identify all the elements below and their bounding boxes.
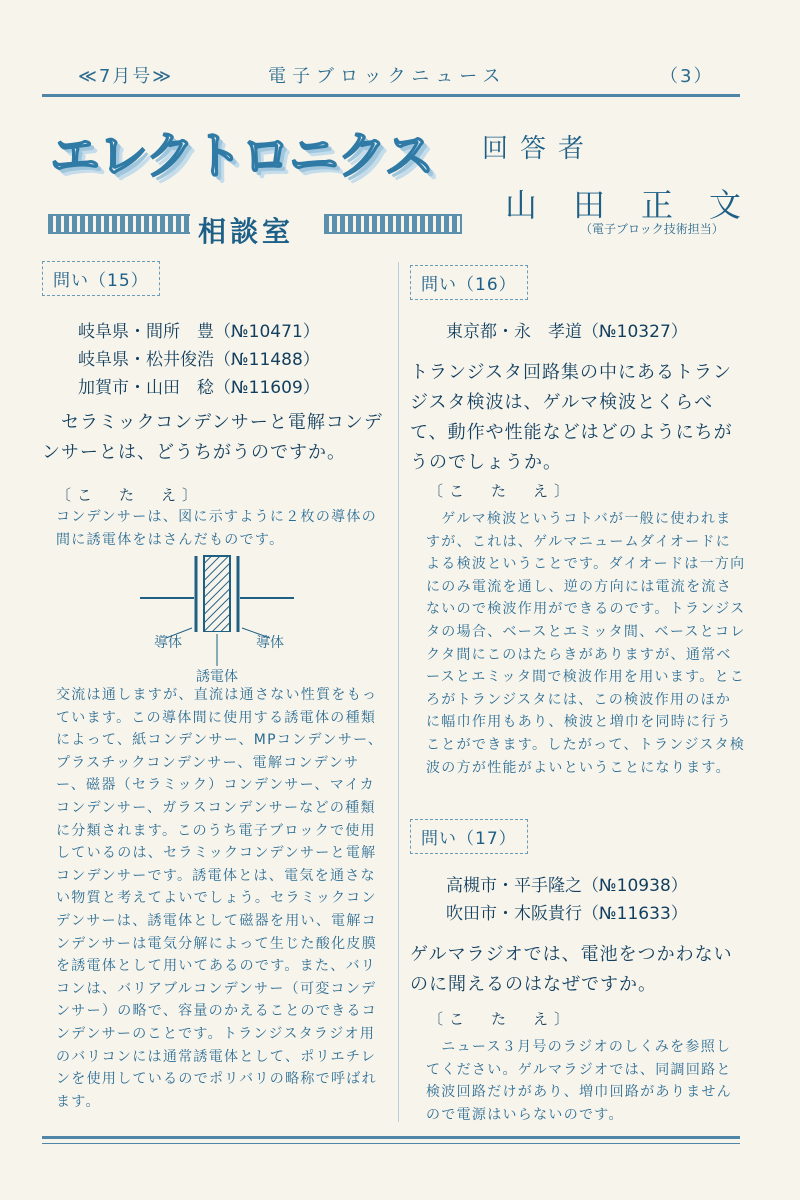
page-number: （3） bbox=[660, 66, 714, 87]
page-title: エレクトロニクス bbox=[50, 127, 433, 185]
column-divider bbox=[398, 262, 399, 1122]
question-17-text: ゲルマラジオでは、電池をつかわないのに聞えるのはなぜですか。 bbox=[410, 944, 733, 995]
answer-16-label: 〔こ た え〕 bbox=[428, 482, 576, 500]
question-16-text: トランジスタ回路集の中にあるトランジスタ検波は、ゲルマ検波とくらべて、動作や性能などはどのようにちがうのでしょうか。 bbox=[410, 362, 733, 473]
answer-15-label: 〔こ た え〕 bbox=[56, 486, 204, 504]
answer-17-label: 〔こ た え〕 bbox=[428, 1010, 576, 1028]
header-rule bbox=[42, 94, 740, 97]
question-16-sender: 東京都・永 孝道（№10327） bbox=[446, 322, 688, 342]
answer-15-intro: コンデンサーは、図に示すように２枚の導体の間に誘電体をはさんだものです。 bbox=[56, 509, 378, 548]
answer-16-body: ゲルマ検波というコトバが一般に使われますが、これは、ゲルマニュームダイオードによる検波ということです。ダイオードは一方向にのみ電流を通し、逆の方向には電流を流さないので検波作用ができるのです。トランジスタの場合、ベースとエミッタ間、ベースとコレクタ間にこのはたらきがありますが、通常ベースとエミッタ間で検波作用を用います。ところがトランジスタには、この検波作用のほかに幅巾作用もあり、検波と増巾を同時に行うことができます。したがって、トランジスタ検波の方が性能がよいということになります。 bbox=[426, 511, 746, 776]
answerer-label: 回答者 bbox=[482, 134, 597, 164]
question-15-label: 問い（15） bbox=[42, 261, 160, 296]
label-conductor-right: 導体 bbox=[256, 635, 284, 651]
sender-line: 岐阜県・松井俊浩（№11488） bbox=[78, 350, 320, 370]
footer-rule-thin bbox=[42, 1143, 740, 1144]
answerer-name: 山田正文 bbox=[505, 186, 778, 224]
label-conductor-left: 導体 bbox=[154, 635, 182, 651]
question-15-senders bbox=[78, 318, 320, 402]
answer-17-body: ニュース３月号のラジオのしくみを参照してください。ゲルマラジオでは、同調回路と検波回路だけがあり、増巾回路がありませんので電源はいらないのです。 bbox=[426, 1039, 732, 1123]
sender-line: 岐阜県・間所 豊（№10471） bbox=[78, 322, 320, 342]
newsletter-name: 電子ブロックニュース bbox=[268, 66, 507, 87]
sender-line: 加賀市・山田 稔（№11609） bbox=[78, 378, 320, 398]
sender-line: 吹田市・木阪貴行（№11633） bbox=[446, 904, 688, 924]
question-17-senders bbox=[446, 872, 688, 928]
ornament-left bbox=[48, 214, 190, 234]
question-15-text: セラミックコンデンサーと電解コンデンサーとは、どうちがうのですか。 bbox=[42, 412, 383, 463]
issue-label: ≪7月号≫ bbox=[78, 66, 174, 87]
sender-line: 高槻市・平手隆之（№10938） bbox=[446, 876, 688, 896]
answer-15-body: 交流は通しますが、直流は通さない性質をもっています。この導体間に使用する誘電体の種類によって、紙コンデンサー、MPコンデンサー、プラスチックコンデンサー、電解コンデンサー、磁器（セラミック）コンデンサー、マイカコンデンサー、ガラスコンデンサーなどの種類に分類されます。このうち電子ブロックで使用しているのは、セラミックコンデンサーと電解コンデンサーです。誘電体とは、電気を通さない物質と考えてよいでしょう。セラミックコンデンサーは、誘電体として磁器を用い、電解コンデンサーは電気分解によって生じた酸化皮膜を誘電体として用いてあるのです。また、バリコンは、バリアブルコンデンサー（可変コンデンサー）の略で、容量のかえることのできるコンデンサーのことです。トランジスタラジオ用のバリコンには通常誘電体として、ポリエチレンを使用しているのでポリバリの略称で呼ばれます。 bbox=[56, 687, 384, 1110]
label-dielectric: 誘電体 bbox=[196, 669, 238, 685]
question-17-label: 問い（17） bbox=[410, 819, 528, 854]
footer-rule bbox=[42, 1136, 740, 1139]
answerer-role: （電子ブロック技術担当） bbox=[580, 222, 724, 236]
question-16-label: 問い（16） bbox=[410, 265, 528, 300]
section-subtitle: 相談室 bbox=[198, 215, 295, 248]
ornament-right bbox=[324, 214, 462, 234]
